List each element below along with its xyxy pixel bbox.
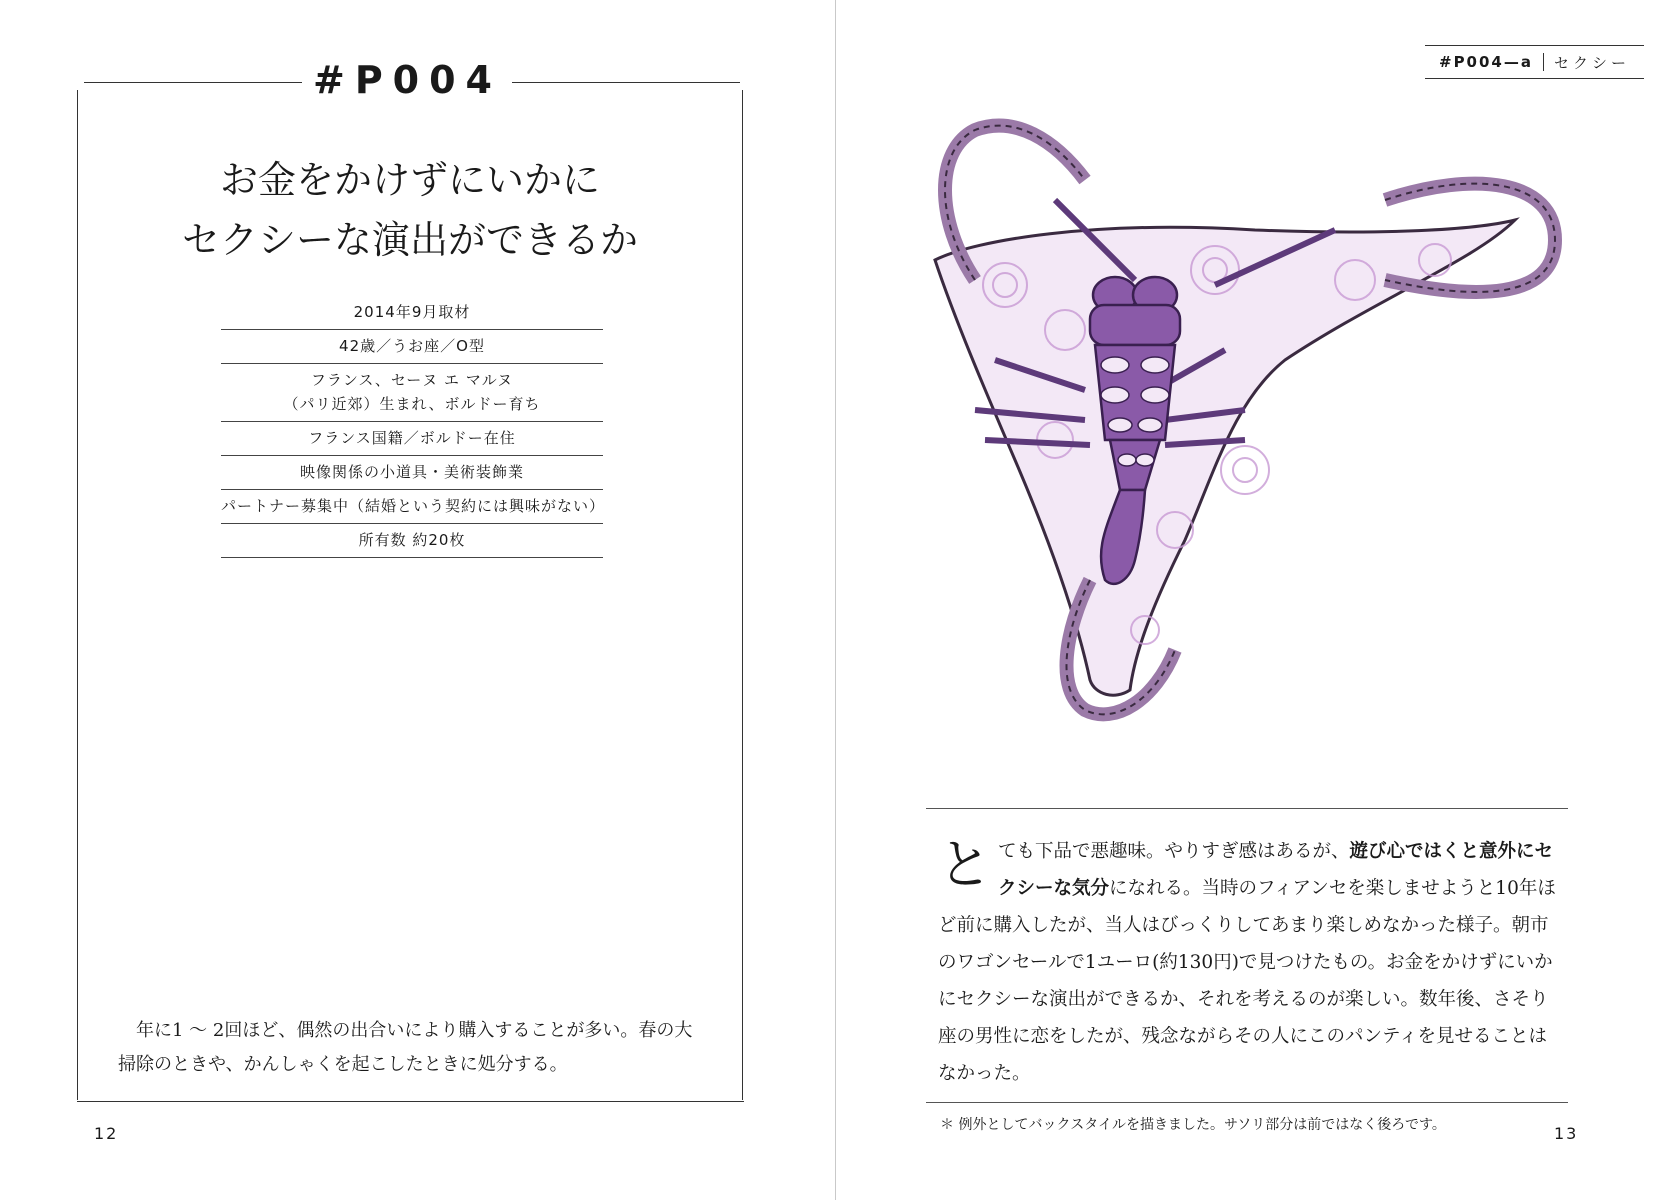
section-divider xyxy=(926,808,1568,809)
section-tag-title: セクシー xyxy=(1554,53,1631,72)
info-row-nationality: フランス国籍／ボルドー在住 xyxy=(221,422,603,456)
scorpion-thong-illustration xyxy=(915,110,1595,790)
section-tag-code: #P004—a xyxy=(1439,53,1544,71)
footnote-divider xyxy=(926,1102,1568,1103)
info-row-partner: パートナー募集中（結婚という契約には興味がない） xyxy=(221,490,603,524)
frame-line-bottom xyxy=(77,1101,744,1102)
entry-code: #P004 xyxy=(312,58,502,102)
frame-line-right xyxy=(742,90,743,1100)
frame-top-rule-left xyxy=(84,82,302,83)
emphasis-text: 遊び心ではくと意外にセクシーな気分 xyxy=(998,841,1554,899)
info-row-age: 42歳／うお座／O型 xyxy=(221,330,603,364)
drop-cap: と xyxy=(938,833,992,896)
title-line-2: セクシーな演出ができるか xyxy=(181,218,638,262)
info-row-date: 2014年9月取材 xyxy=(221,296,603,330)
info-row-birthplace: フランス、セーヌ エ マルヌ （パリ近郊）生まれ、ボルドー育ち xyxy=(221,364,603,422)
footnote: ＊ 例外としてバックスタイルを描きました。サソリ部分は前ではなく後ろです。 xyxy=(940,1117,1446,1133)
info-row-occupation: 映像関係の小道具・美術装飾業 xyxy=(221,456,603,490)
section-tag xyxy=(1425,45,1644,79)
info-row-count: 所有数 約20枚 xyxy=(221,524,603,558)
page-number-left: 12 xyxy=(94,1124,119,1143)
frame-line-left xyxy=(77,90,78,1100)
profile-info-table xyxy=(221,296,606,558)
right-body-text: とても下品で悪趣味。やりすぎ感はあるが、遊び心ではくと意外にセクシーな気分になれる。当時のフィアンセを楽しませようと10年ほど前に購入したが、当人はびっくりしてあまり楽しめなかった様子。朝市のワゴンセールで1ユーロ(約130円)で見つけたもの。お金をかけずにいかにセクシーな演出ができるか、それを考えるのが楽しい。数年後、さそり座の男性に恋をしたが、残念ながらその人にこのパンティを見せることはなかった。 xyxy=(938,833,1556,1084)
left-body-text: 年に1 ～ 2回ほど、偶然の出合いにより購入することが多い。春の大掃除のときや、かんしゃくを起こしたときに処分する。 xyxy=(118,1020,693,1075)
frame-top-rule-right xyxy=(512,82,740,83)
page-title xyxy=(120,150,700,270)
page-number-right: 13 xyxy=(1554,1124,1579,1143)
title-line-1: お金をかけずにいかに xyxy=(219,158,600,202)
